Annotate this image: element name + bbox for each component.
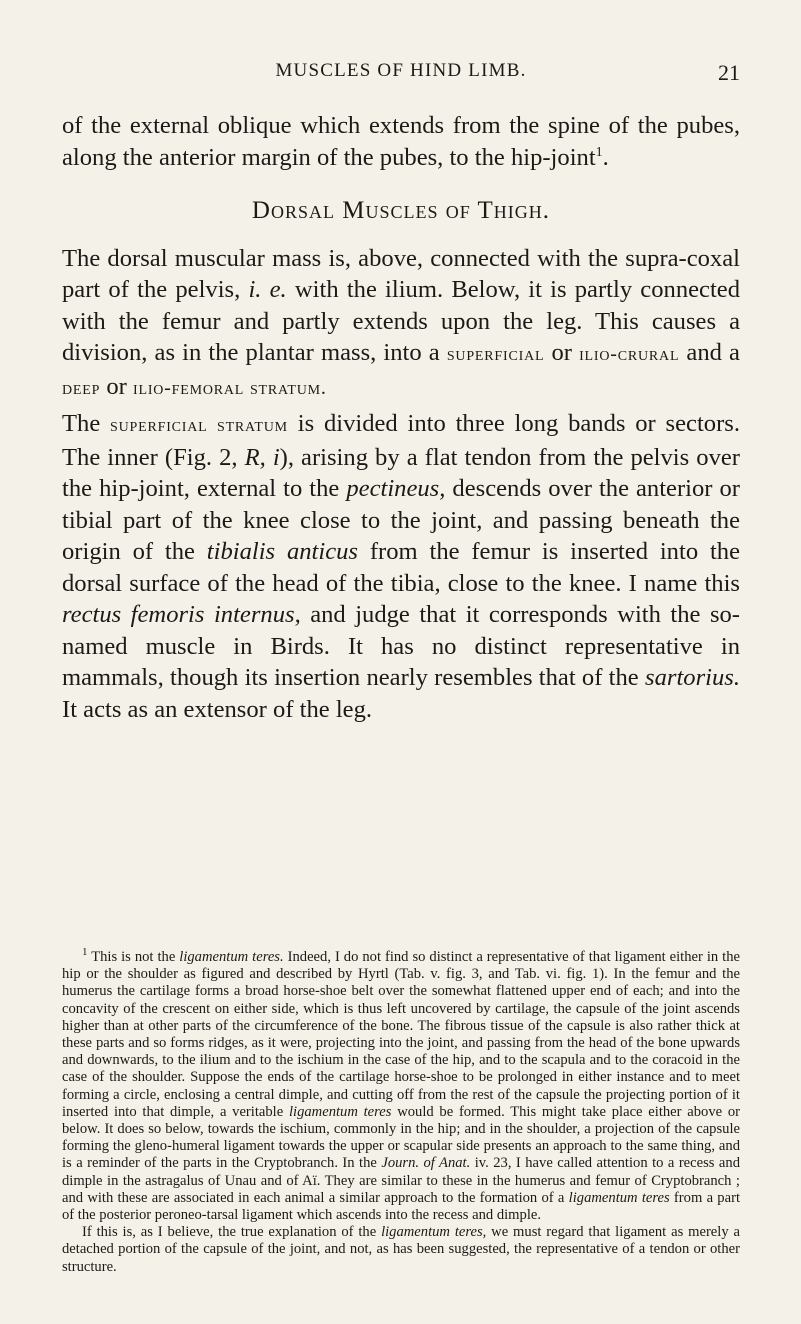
footnote-1-continued (62, 1224, 740, 1276)
small-caps-run: ilio-femoral stratum. (133, 376, 327, 399)
main-text (62, 110, 740, 725)
italic-run: pectineus, (346, 475, 446, 502)
text-run: or (544, 339, 580, 366)
text-run: It acts as an extensor of the leg. (62, 695, 373, 723)
text-run: we must regard that ligament as merely a detached portion of the capsule of the joint, and not, as has been suggested, the representative of a tendon or other structure. (62, 1224, 740, 1275)
italic-run: ligamentum teres (568, 1189, 670, 1206)
paragraph-continued: of the external oblique which extends from the spine of the pubes, along the anterior margin of the pubes, to the hip-joint$^1$. (62, 112, 740, 171)
italic-run: i. e. (248, 276, 287, 303)
text-run: would be formed. This might take place either above or below. It does so below, towards the ischium, commonly in the hip; and in the shoulder, a projection of the capsule forming the gleno-humeral ligament towards the upper or scapular side presents an approach to the same thing, and is a reminder of the parts in the Cryptobranch. In the (62, 1103, 740, 1172)
text-run: ), arising by a flat tendon from the pelvis over the hip-joint, external to the (62, 443, 740, 502)
text-run: from the femur is inserted into the dorsal surface of the head of the tibia, close to the knee. I name this (62, 538, 740, 597)
text-run: is divided into three long bands or sectors. The inner (Fig. 2, (62, 410, 740, 471)
text-run: from a part of the posterior peroneo-tarsal ligament which ascends into the recess and dimple. (62, 1189, 740, 1224)
text-run: The dorsal muscular mass is, above, connected with the supra-coxal part of the pelvis, (62, 244, 740, 303)
paragraph-superficial-stratum (62, 408, 740, 725)
small-caps-run: ilio-crural (579, 343, 680, 365)
text-run: iv. 23, I have called attention to a recess and dimple in the astragalus of Unau and of Aï. They are similar to these in the humerus and femur of Cryptobranch ; and with these are associated in each animal a similar approach to the formation of a (62, 1155, 741, 1206)
page-header (62, 60, 740, 84)
text-run: If this is, as I believe, the true explanation of the (82, 1224, 382, 1241)
text-run: Indeed, I do not find so distinct a representative of that ligament either in the hip or the shoulder as figured and described by Hyrtl (Tab. v. fig. 3, and Tab. vi. fig. 1). In the femur and the humerus the cartilage forms a broad horse-shoe belt over the somewhat flattened upper end of each; and into the concavity of the crescent on either side, which is thus left uncovered by cartilage, the capsule of the joint ascends higher than at other parts of the circumference of the bone. The fibrous tissue of the capsule is also rather thick at these parts and so forms ridges, as it were, projecting into the joint, and passing from the head of the bone upwards and downwards, to the ilium and to the ischium in the case of the hip, and to the scapula and to the coracoid in the case of the shoulder. Suppose the ends of the cartilage horse-shoe to be prolonged in either instance and to meet forming a circle, enclosing a central dimple, and cutting off from the rest of the capsule the projecting portion of it inserted into that dimple, a veritable (62, 949, 740, 1120)
running-head: MUSCLES OF HIND LIMB. (275, 60, 527, 81)
small-caps-run: superficial stratum (110, 414, 288, 436)
section-heading: Dorsal Muscles of Thigh. (251, 197, 551, 224)
italic-run: Journ. of Anat. (381, 1155, 471, 1172)
text-run: and judge that it corresponds with the so-named muscle in Birds. It has no distinct representative in mammals, though its insertion nearly resembles that of the (62, 601, 741, 691)
footnote-marker: 1 (82, 946, 88, 959)
text-run: The (62, 410, 111, 437)
text-run: or (100, 372, 133, 400)
footnote-1 (62, 946, 741, 1224)
italic-run: sartorius. (645, 664, 740, 691)
text-run: with the ilium. Below, it is partly connected with the femur and partly extends upon the leg. This causes a division, as in the plantar mass, into a (62, 276, 740, 366)
text-run: This is not the (87, 949, 180, 965)
footnote-reference[interactable]: 1 (595, 144, 603, 160)
text-run: and a (679, 339, 740, 366)
italic-run: tibialis anticus (206, 538, 359, 565)
text-run: descends over the anterior or tibial part of the knee close to the joint, and passing beneath the origin of the (62, 475, 740, 565)
paragraph-text: of the external oblique which extends from the spine of the pubes, along the anterior margin of the pubes, to the hip-joint (62, 112, 740, 171)
italic-run: rectus femoris internus, (62, 601, 301, 628)
footnotes (62, 946, 741, 1276)
figure-reference: R, i (244, 443, 280, 471)
italic-run: ligamentum teres, (381, 1224, 487, 1241)
paragraph-dorsal-mass (62, 243, 740, 405)
page-number: 21 (718, 60, 740, 85)
italic-run: ligamentum teres. (179, 949, 284, 965)
small-caps-run: superficial (446, 343, 545, 365)
italic-run: ligamentum teres (288, 1103, 392, 1120)
small-caps-run: deep (62, 376, 101, 399)
